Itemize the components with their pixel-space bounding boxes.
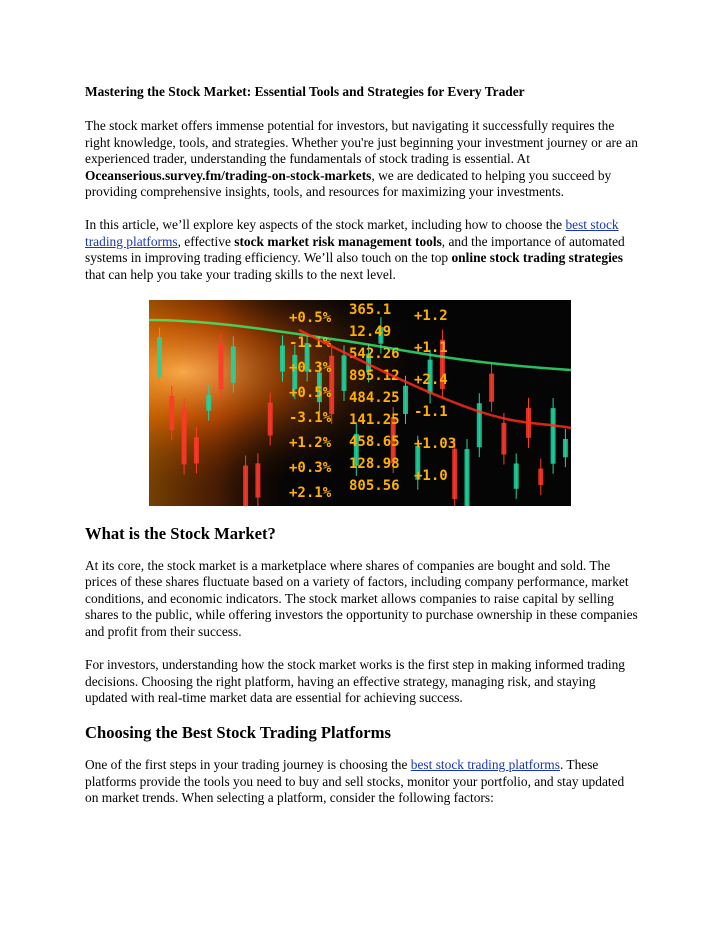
ticker-value: +1.03: [414, 436, 457, 453]
candle-body: [169, 396, 174, 430]
ticker-value: 141.25: [349, 412, 400, 429]
candle-body: [538, 469, 543, 485]
ticker-value: -1.1%: [289, 335, 332, 352]
candle-body: [206, 395, 211, 411]
section2-paragraph: [85, 757, 640, 806]
ticker-value: -3.1%: [289, 410, 332, 427]
candle-body: [452, 449, 457, 499]
candle-body: [219, 344, 224, 390]
ticker-value: +1.2: [414, 308, 448, 325]
section1-paragraph-2: For investors, understanding how the stock market works is the first step in making informed trading decisions. Choosing the right platform, having an effective strategy, managing risk, and staying updated with real-time market data are essential for achieving success.: [85, 657, 625, 705]
section2-text-end: . These platforms provide the tools you need to buy and sell stocks, monitor your portfolio, and stay updated on market trends. When selecting a platform, consider the following factors:: [85, 757, 625, 806]
ticker-value: +0.3%: [289, 360, 332, 377]
ticker-value: 458.65: [349, 434, 400, 451]
candle-body: [501, 423, 506, 455]
overview-text: In this article, we’ll explore key aspects of the stock market, including how to choose the: [85, 217, 566, 233]
overview-paragraph: [85, 217, 640, 283]
candle-body: [243, 466, 248, 507]
ticker-value: +0.3%: [289, 460, 332, 477]
stock-market-image: [149, 300, 571, 506]
candle-body: [563, 439, 568, 457]
article-body: [85, 84, 640, 824]
stock-ticker-illustration: [149, 300, 571, 506]
overview-text-2: , effective: [177, 233, 235, 249]
ticker-value: 805.56: [349, 478, 400, 495]
candle-body: [231, 346, 236, 382]
candle-body: [342, 355, 347, 391]
candle-body: [514, 464, 519, 489]
candle-body: [551, 408, 556, 464]
ticker-value: +1.0: [414, 468, 448, 485]
candle-body: [489, 374, 494, 402]
intro-text: The stock market offers immense potential for investors, but navigating it successfully requires the right knowledge, tools, and strategies. Whether you're just beginning your investment journey or are an experienced trader, understanding the fundamentals of stock trading is essential. At: [85, 118, 638, 167]
candle-body: [255, 463, 260, 497]
article-title: Mastering the Stock Market: Essential Tools and Strategies for Every Trader: [85, 84, 525, 99]
section1-paragraph-1: At its core, the stock market is a marketplace where shares of companies are bought and sold. The prices of these shares fluctuate based on a variety of factors, including company performance, market conditions, and economic indicators. The stock market allows companies to raise capital by selling shares to the public, while offering investors the opportunity to purchase ownership in these companies and profit from their success.: [85, 558, 638, 639]
candle-body: [403, 386, 408, 414]
ticker-value: +1.2%: [289, 435, 332, 452]
ticker-value: 484.25: [349, 390, 400, 407]
ticker-value: 128.98: [349, 456, 400, 473]
ticker-value: 542.26: [349, 346, 400, 363]
section-heading-stock-market: What is the Stock Market?: [85, 524, 276, 544]
ticker-value: 895.12: [349, 368, 400, 385]
best-platforms-link-2[interactable]: best stock trading platforms: [410, 757, 560, 773]
risk-tools-bold: stock market risk management tools: [234, 233, 442, 249]
candle-body: [465, 449, 470, 506]
ticker-value: +2.4: [414, 372, 448, 389]
candle-body: [194, 437, 199, 463]
intro-text-end: , we are dedicated to helping you succeed by providing comprehensive insights, tools, and resources for maximizing your investments.: [85, 167, 612, 200]
best-platforms-link[interactable]: best stock trading platforms: [85, 217, 619, 249]
site-name: Oceanserious.survey.fm/trading-on-stock-markets: [85, 167, 372, 183]
ticker-value: +2.1%: [289, 485, 332, 502]
intro-paragraph: [85, 118, 640, 200]
strategies-bold: online stock trading strategies: [451, 250, 623, 266]
ticker-value: +0.5%: [289, 385, 332, 402]
ticker-value: +1.1: [414, 340, 448, 357]
candle-body: [280, 346, 285, 372]
ticker-value: 12.49: [349, 324, 392, 341]
candle-body: [182, 408, 187, 464]
overview-text-4: that can help you take your trading skills to the next level.: [85, 266, 396, 282]
ticker-value: -1.1: [414, 404, 448, 421]
overview-text-3: , and the importance of automated systems in improving trading efficiency. We’ll also touch on the top: [85, 233, 625, 266]
candle-body: [157, 337, 162, 377]
ticker-value: +0.5%: [289, 310, 332, 327]
candle-body: [268, 403, 273, 436]
section2-text: One of the first steps in your trading journey is choosing the: [85, 757, 411, 773]
section-heading-platforms: Choosing the Best Stock Trading Platforms: [85, 723, 391, 743]
ticker-value: 365.1: [349, 302, 392, 319]
